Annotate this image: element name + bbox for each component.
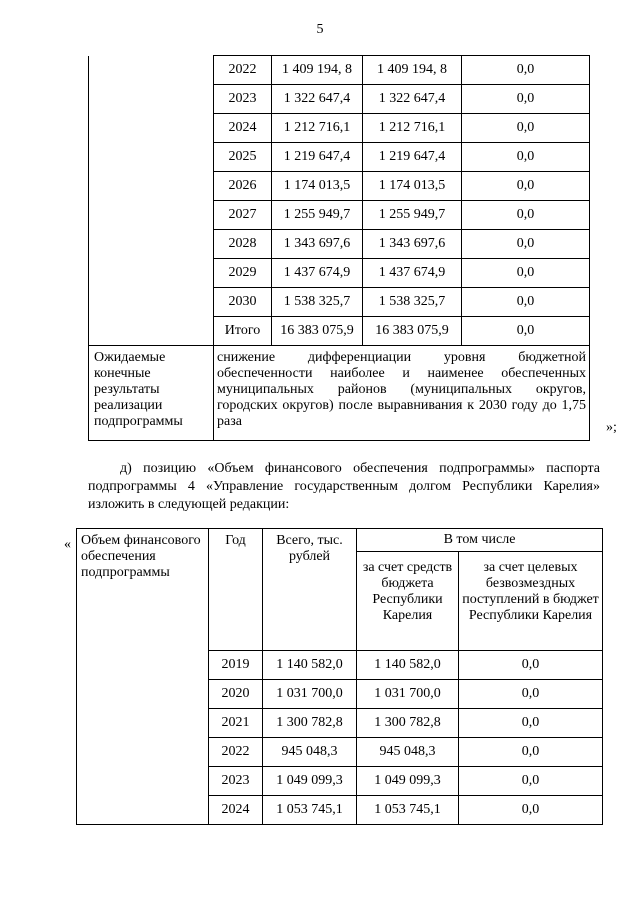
budget-cell: 1 174 013,5 (363, 172, 462, 201)
page-number: 5 (316, 22, 324, 37)
targeted-cell: 0,0 (462, 85, 590, 114)
budget-cell: 16 383 075,9 (363, 317, 462, 346)
year-cell: 2022 (214, 56, 272, 85)
targeted-cell: 0,0 (459, 680, 603, 709)
column-header-year: Год (209, 529, 263, 651)
opening-quote: « (64, 537, 71, 552)
year-cell: 2028 (214, 230, 272, 259)
total-cell: 1 538 325,7 (272, 288, 363, 317)
total-cell: 945 048,3 (263, 738, 357, 767)
targeted-cell: 0,0 (459, 738, 603, 767)
table-row (89, 56, 590, 85)
year-cell: 2027 (214, 201, 272, 230)
targeted-cell: 0,0 (462, 114, 590, 143)
column-header-total: Всего, тыс. рублей (263, 529, 357, 651)
targeted-cell: 0,0 (462, 259, 590, 288)
year-cell: 2024 (214, 114, 272, 143)
year-cell: 2022 (209, 738, 263, 767)
budget-cell: 1 049 099,3 (357, 767, 459, 796)
total-cell: 1 409 194, 8 (272, 56, 363, 85)
year-cell: 2020 (209, 680, 263, 709)
targeted-cell: 0,0 (462, 143, 590, 172)
targeted-cell: 0,0 (462, 230, 590, 259)
budget-cell: 945 048,3 (357, 738, 459, 767)
financing-table-subprogram4 (76, 528, 603, 825)
column-header-targeted: за счет целевых безвозмездных поступлений в бюджет Республики Карелия (459, 552, 603, 651)
year-cell: Итого (214, 317, 272, 346)
budget-cell: 1 212 716,1 (363, 114, 462, 143)
budget-cell: 1 255 949,7 (363, 201, 462, 230)
budget-cell: 1 409 194, 8 (363, 56, 462, 85)
budget-cell: 1 322 647,4 (363, 85, 462, 114)
budget-cell: 1 219 647,4 (363, 143, 462, 172)
column-header-budget: за счет средств бюджета Республики Карелия (357, 552, 459, 651)
total-cell: 1 174 013,5 (272, 172, 363, 201)
year-cell: 2023 (214, 85, 272, 114)
budget-cell: 1 140 582,0 (357, 651, 459, 680)
total-cell: 1 300 782,8 (263, 709, 357, 738)
year-cell: 2029 (214, 259, 272, 288)
year-cell: 2026 (214, 172, 272, 201)
targeted-cell: 0,0 (459, 709, 603, 738)
total-cell: 1 140 582,0 (263, 651, 357, 680)
empty-label-cell (89, 56, 214, 346)
amendment-text: д) позицию «Объем финансового обеспечения подпрограммы» паспорта подпрограммы 4 «Управление государственным долгом Республики Карелия» изложить в следующей редакции: (88, 461, 600, 512)
targeted-cell: 0,0 (462, 317, 590, 346)
year-cell: 2019 (209, 651, 263, 680)
total-cell: 1 053 745,1 (263, 796, 357, 825)
year-cell: 2023 (209, 767, 263, 796)
targeted-cell: 0,0 (462, 288, 590, 317)
budget-cell: 1 343 697,6 (363, 230, 462, 259)
year-cell: 2024 (209, 796, 263, 825)
budget-cell: 1 053 745,1 (357, 796, 459, 825)
financing-table-continued (88, 55, 590, 441)
financing-label: Объем финансового обеспечения подпрограммы (77, 529, 209, 825)
year-cell: 2030 (214, 288, 272, 317)
expected-results-row (89, 346, 590, 441)
total-cell: 1 343 697,6 (272, 230, 363, 259)
column-header-including: В том числе (357, 529, 603, 552)
budget-cell: 1 538 325,7 (363, 288, 462, 317)
total-cell: 1 219 647,4 (272, 143, 363, 172)
year-cell: 2021 (209, 709, 263, 738)
total-cell: 1 437 674,9 (272, 259, 363, 288)
budget-cell: 1 031 700,0 (357, 680, 459, 709)
expected-results-label: Ожидаемые конечные результаты реализации подпрограммы (89, 346, 214, 441)
year-cell: 2025 (214, 143, 272, 172)
budget-cell: 1 437 674,9 (363, 259, 462, 288)
amendment-paragraph (88, 460, 600, 514)
total-cell: 16 383 075,9 (272, 317, 363, 346)
targeted-cell: 0,0 (459, 767, 603, 796)
total-cell: 1 031 700,0 (263, 680, 357, 709)
budget-cell: 1 300 782,8 (357, 709, 459, 738)
expected-results-text: снижение дифференциации уровня бюджетной обеспеченности наиболее и наименее обеспеченных муниципальных районов (муниципальных округов, городских округов) после выравнивания к 2030 году до 1,75 раза (214, 346, 590, 441)
total-cell: 1 255 949,7 (272, 201, 363, 230)
targeted-cell: 0,0 (462, 201, 590, 230)
closing-quote: »; (606, 420, 617, 435)
targeted-cell: 0,0 (459, 651, 603, 680)
total-cell: 1 212 716,1 (272, 114, 363, 143)
targeted-cell: 0,0 (459, 796, 603, 825)
targeted-cell: 0,0 (462, 56, 590, 85)
total-cell: 1 049 099,3 (263, 767, 357, 796)
total-cell: 1 322 647,4 (272, 85, 363, 114)
targeted-cell: 0,0 (462, 172, 590, 201)
